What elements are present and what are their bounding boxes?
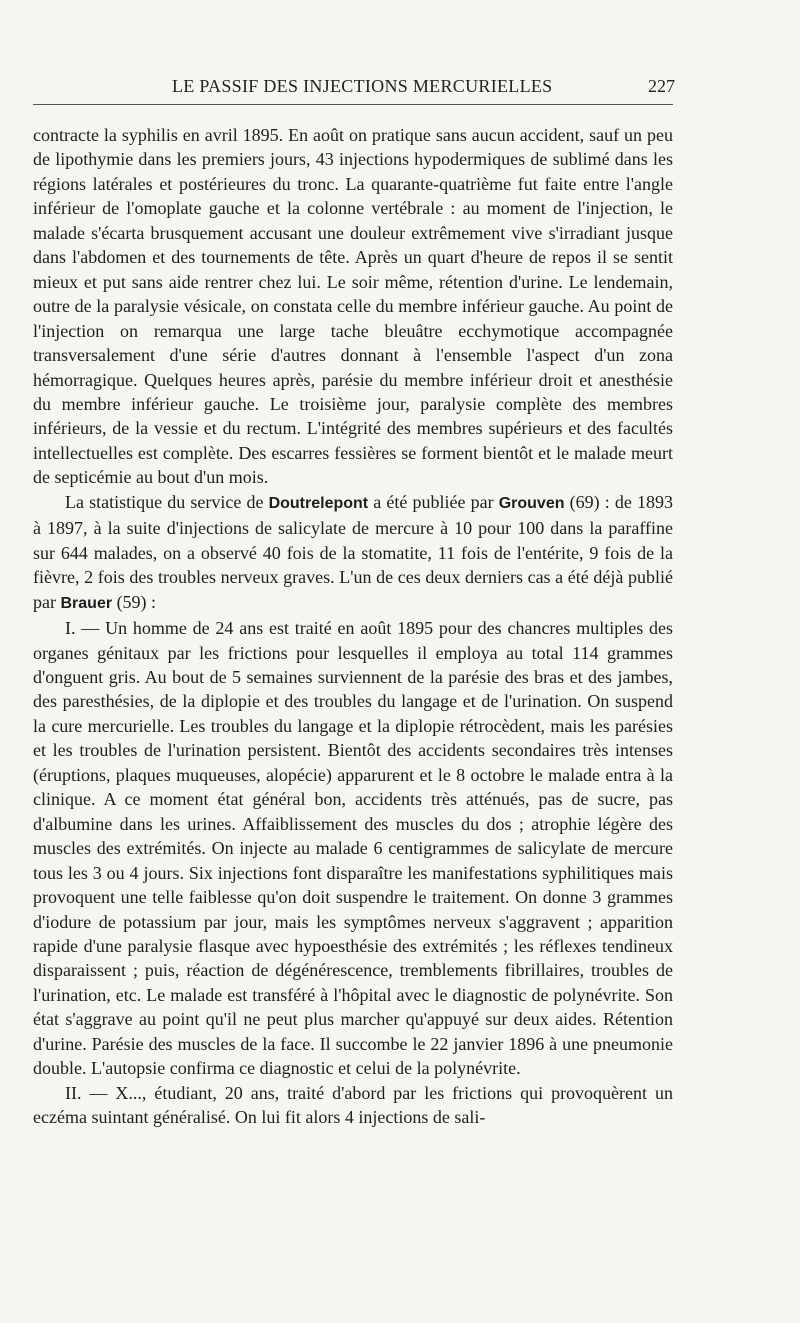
running-title: LE PASSIF DES INJECTIONS MERCURIELLES (172, 76, 553, 96)
page-number: 227 (648, 76, 675, 96)
text-run: (59) : (112, 591, 157, 612)
paragraph: contracte la syphilis en avril 1895. En août on pratique sans aucun accident, sauf un peu de lipothymie dans les premiers jours, 43 injections hypodermiques de sublimé dans les régions latérales et postérieures du tronc. La quarante-quatrième fut faite entre l'angle inférieur de l'omoplate gauche et la colonne vertébrale : au moment de l'injection, le malade s'écarta brusquement accusant une douleur extrêmement vive s'irradiant jusque dans l'abdomen et des tournements de tête. Après un quart d'heure de repos il se sentit mieux et put sans aide rentrer chez lui. Le soir même, rétention d'urine. Le lendemain, outre de la paralysie vésicale, on constata celle du membre inférieur gauche. Au point de l'injection on remarqua une large tache bleuâtre ecchymotique accompagnée transversalement d'une série d'autres donnant à l'ensemble l'aspect d'un zona hémorragique. Quelques heures après, parésie du membre inférieur droit et anesthésie du membre inférieur gauche. Le troisième jour, paralysie complète des membres inférieurs, de la vessie et du rectum. L'intégrité des membres supérieurs et des facultés intellectuelles est complète. Des escarres fessières se forment bientôt et le malade meurt de septicémie au bout d'un mois. (33, 125, 673, 488)
running-header (0, 0, 800, 110)
text-run: a été publiée par (368, 491, 499, 512)
paragraph (33, 490, 673, 616)
author-name: Doutrelepont (268, 494, 369, 512)
author-name: Brauer (60, 594, 113, 612)
header-rule (33, 104, 673, 105)
text-run: (69) : de 1893 à 1897, à la suite d'injections de salicylate de mercure à 10 pour 100 dans la paraffine sur 644 malades, on a observé 40 fois de la stomatite, 11 fois de l'entérite, 9 fois de la fièvre, 2 fois des troubles nerveux graves. L'un de ces deux derniers cas a été déjà publié par (33, 491, 673, 612)
paragraph: I. — Un homme de 24 ans est traité en août 1895 pour des chancres multiples des organes génitaux par les frictions pour lesquelles il employa au total 114 grammes d'onguent gris. Au bout de 5 semaines surviennent de la parésie des bras et des jambes, des paresthésies, de la diplopie et des troubles du langage et de l'urination. On suspend la cure mercurielle. Les troubles du langage et la diplopie rétrocèdent, mais les parésies et les troubles de l'urination persistent. Bientôt des accidents secondaires très intenses (éruptions, plaques muqueuses, alopécie) apparurent et le 8 octobre le malade entra à la clinique. A ce moment état général bon, accidents très atténués, pas de sucre, pas d'albumine dans les urines. Affaiblissement des muscles du dos ; atrophie légère des muscles des extrémités. On injecte au malade 6 centigrammes de salicylate de mercure tous les 3 ou 4 jours. Six injections font disparaître les manifestations syphilitiques mais provoquent une telle faiblesse qu'on doit suspendre le traitement. On donne 3 grammes d'iodure de potassium par jour, mais les symptômes nerveux s'aggravent ; apparition rapide d'une paralysie flasque avec hypoesthésie des extrémités ; les réflexes tendineux disparaissent ; puis, réaction de dégénérescence, tremblements fibrillaires, troubles de l'urination, etc. Le malade est transféré à l'hôpital avec le diagnostic de polynévrite. Son état s'aggrave au point qu'il ne peut plus marcher qu'appuyé sur deux aides. Rétention d'urine. Parésie des muscles de la face. Il succombe le 22 janvier 1896 à une pneumonie double. L'autopsie confirma ce diagnostic et celui de la polynévrite. (33, 618, 673, 1079)
author-name: Grouven (498, 494, 565, 512)
paragraph: II. — X..., étudiant, 20 ans, traité d'abord par les frictions qui provoquèrent un eczéma suintant généralisé. On lui fit alors 4 injections de sali- (33, 1082, 673, 1128)
text-run: La statistique du service de (65, 491, 269, 512)
body-text (33, 123, 673, 1130)
